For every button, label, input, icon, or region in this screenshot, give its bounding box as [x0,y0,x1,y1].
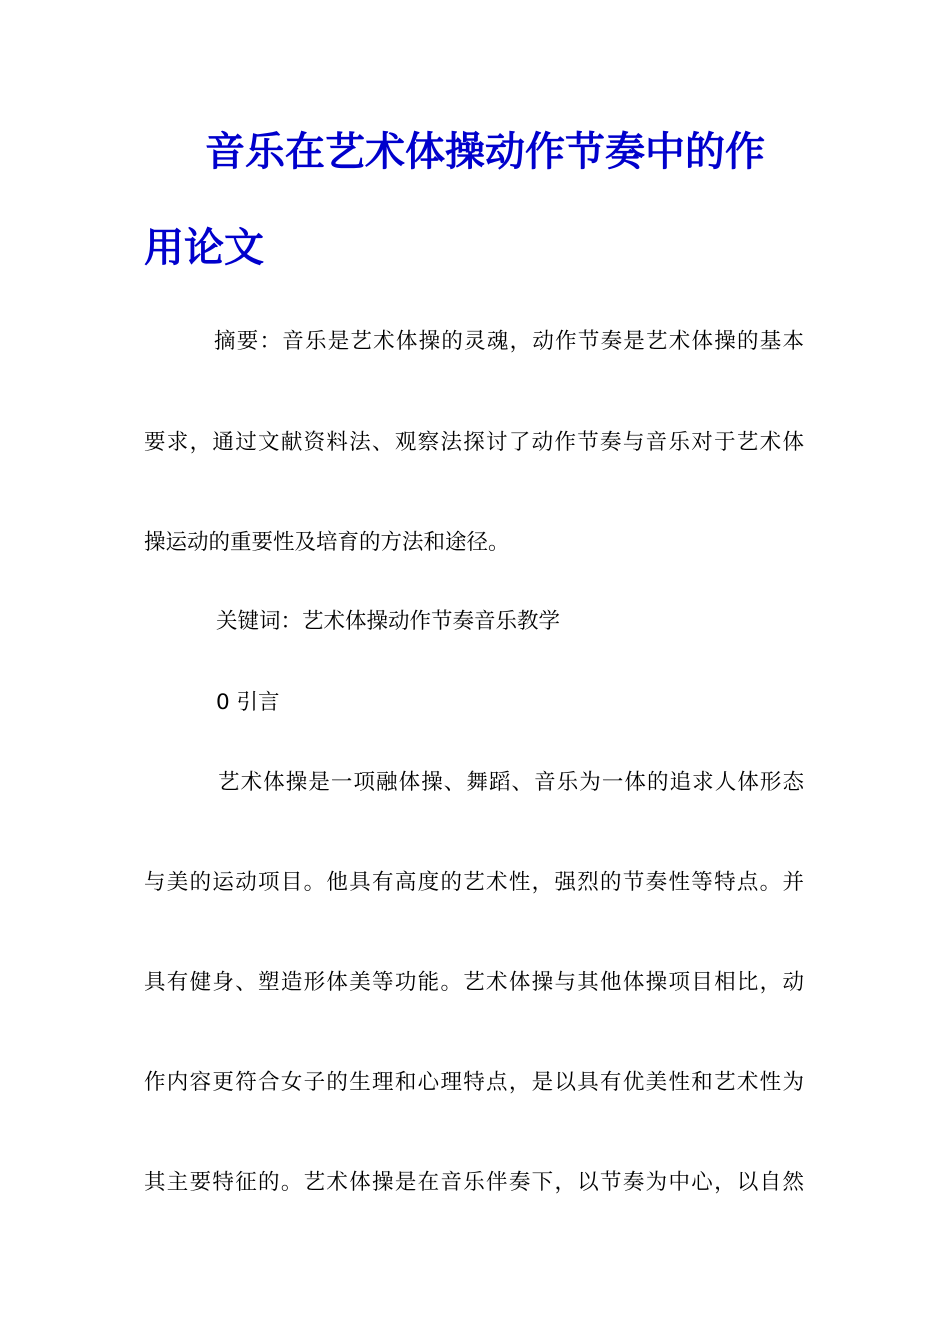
document-title-line-2: 用论文 [144,224,264,271]
body-line-1: 艺术体操是一项融体操、舞蹈、音乐为一体的追求人体形态 [218,770,804,795]
section-heading-introduction: 0 引言 [216,690,280,715]
body-line-4: 作内容更符合女子的生理和心理特点，是以具有优美性和艺术性为 [144,1070,804,1095]
keywords-line: 关键词：艺术体操动作节奏音乐教学 [216,609,561,634]
abstract-line-1: 摘要：音乐是艺术体操的灵魂，动作节奏是艺术体操的基本 [214,329,804,354]
document-title-line-1: 音乐在艺术体操动作节奏中的作 [205,128,765,175]
body-line-3: 具有健身、塑造形体美等功能。艺术体操与其他体操项目相比，动 [144,970,804,995]
abstract-line-3: 操运动的重要性及培育的方法和途径。 [144,530,510,555]
body-line-5: 其主要特征的。艺术体操是在音乐伴奏下，以节奏为中心，以自然 [144,1170,804,1195]
body-line-2: 与美的运动项目。他具有高度的艺术性，强烈的节奏性等特点。并 [144,870,804,895]
abstract-line-2: 要求，通过文献资料法、观察法探讨了动作节奏与音乐对于艺术体 [144,430,804,455]
